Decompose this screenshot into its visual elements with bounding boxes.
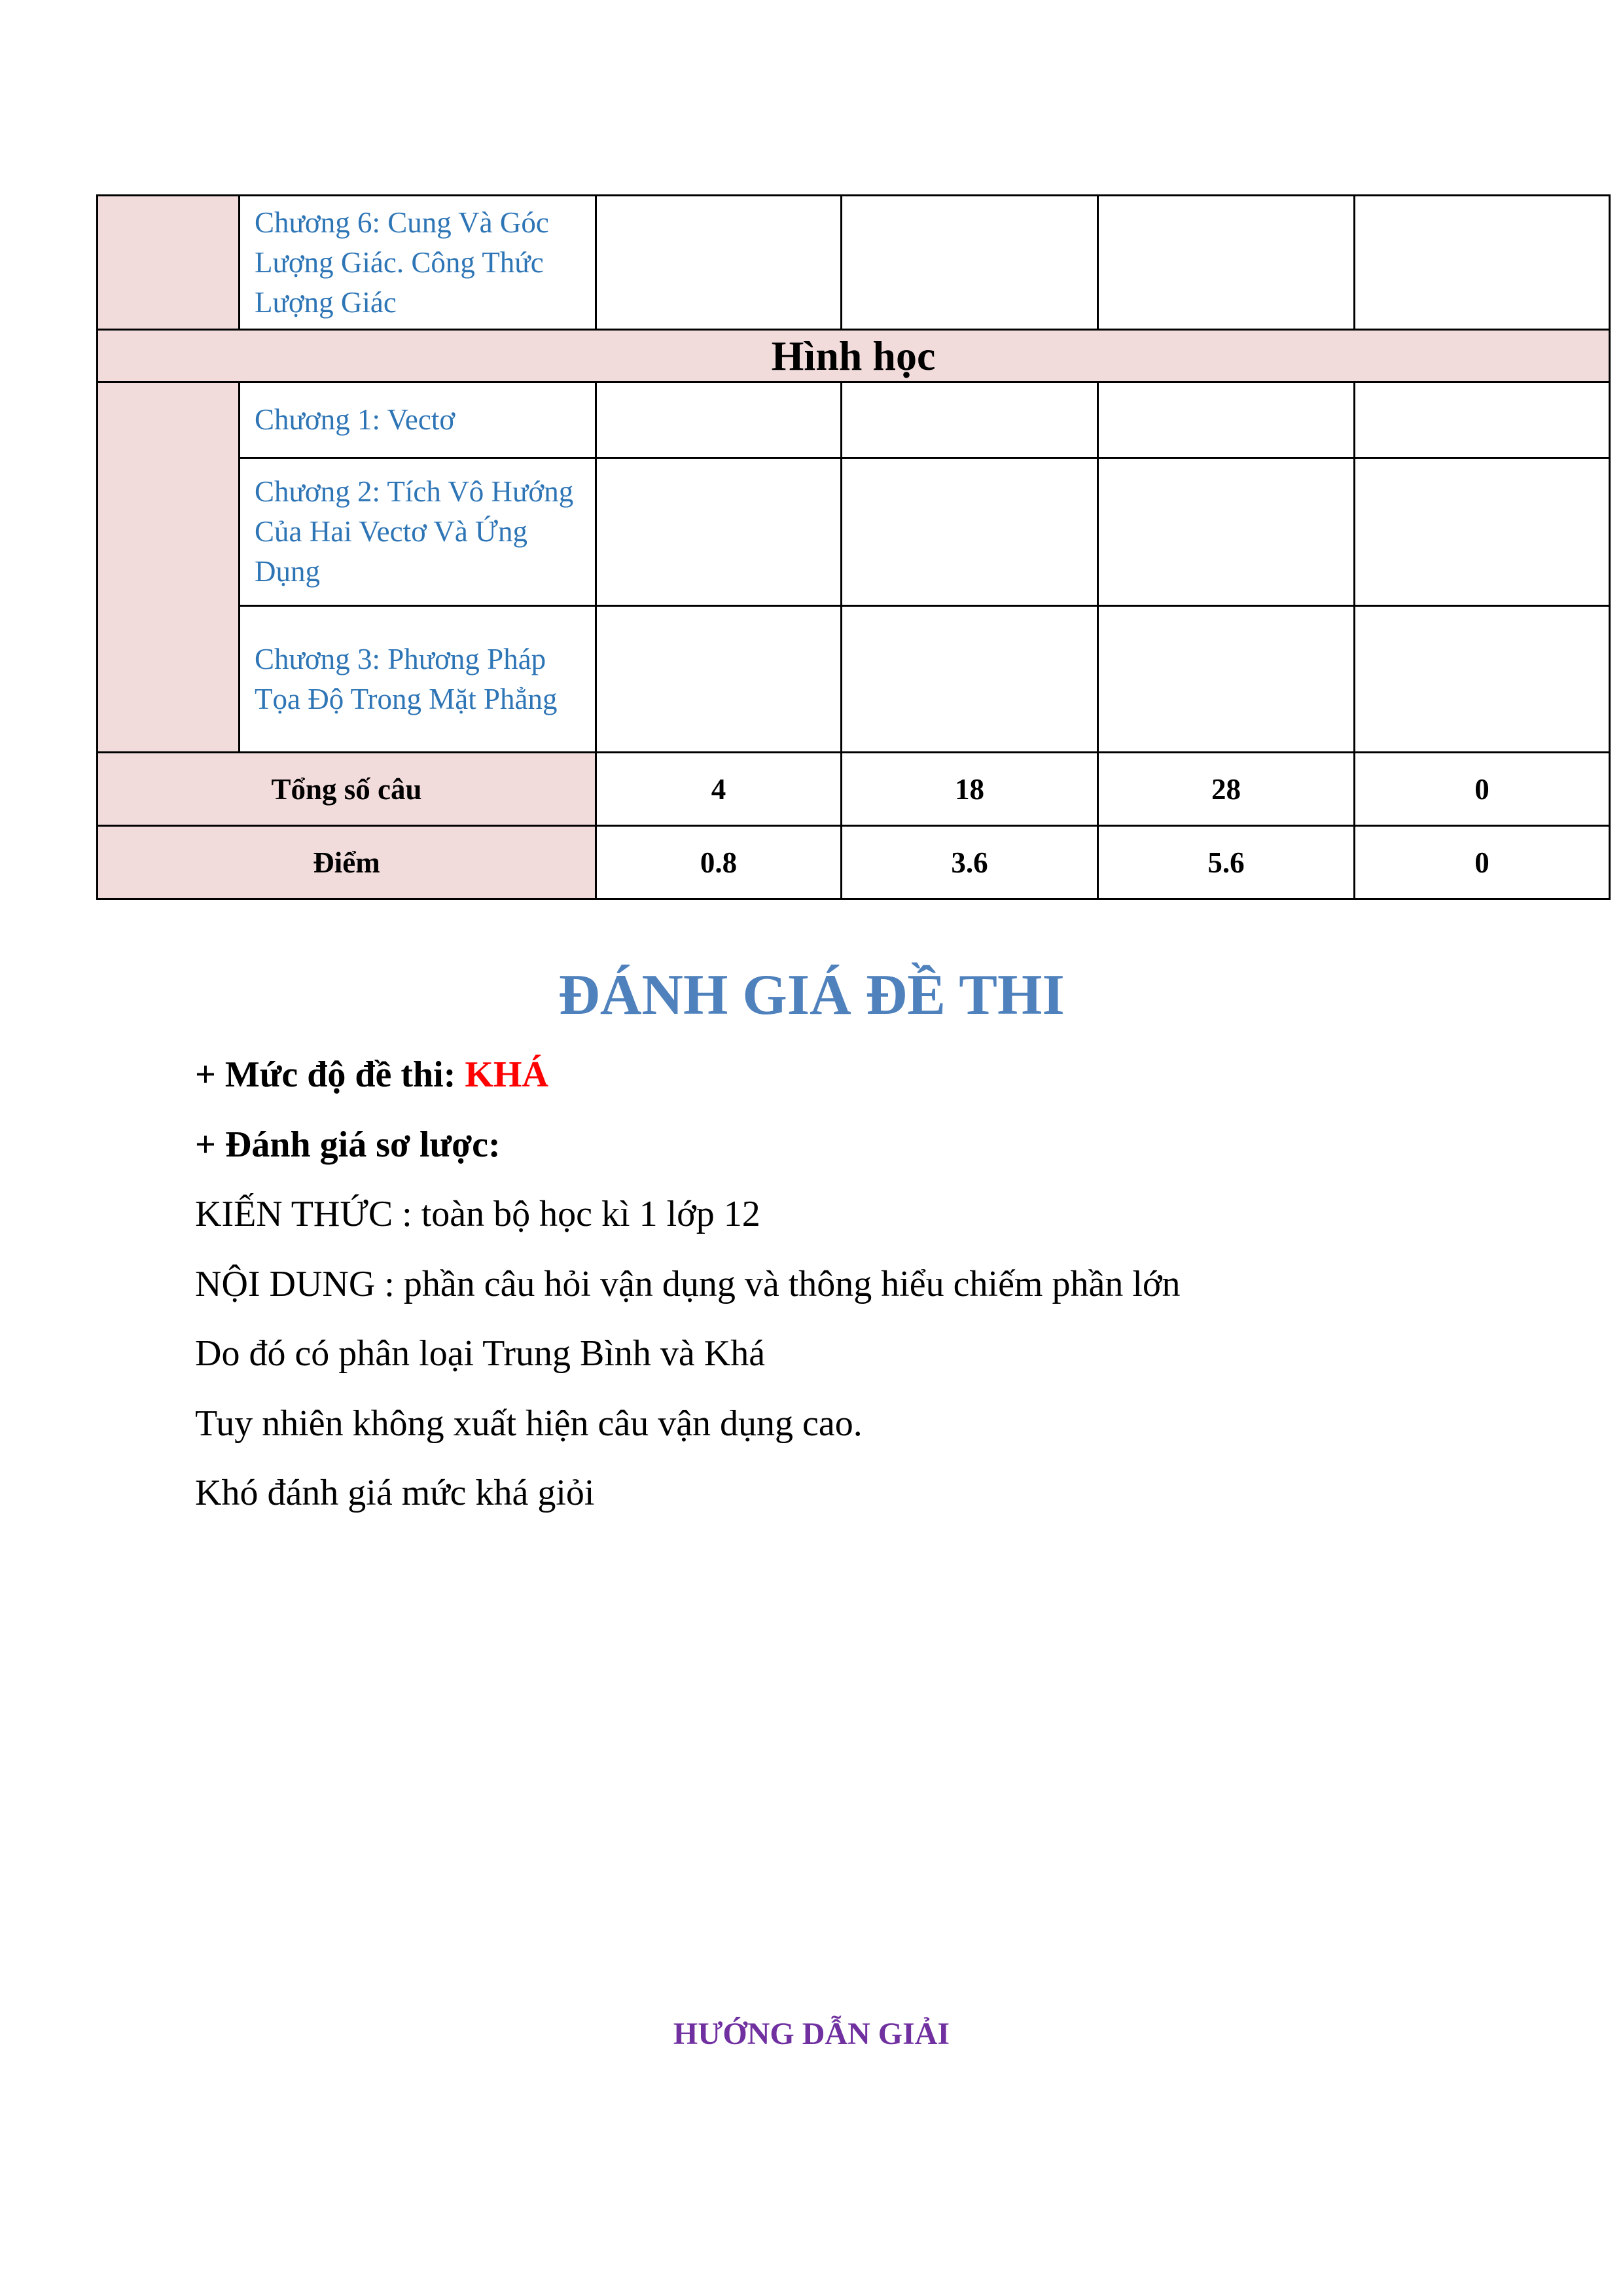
score-value: 0	[1355, 826, 1610, 899]
total-value: 4	[596, 753, 842, 826]
empty-cell	[1098, 382, 1355, 458]
empty-cell	[1098, 458, 1355, 606]
empty-cell	[596, 196, 842, 330]
total-questions-label: Tổng số câu	[98, 753, 596, 826]
table-row	[98, 753, 1610, 826]
table-row	[98, 458, 1610, 606]
empty-cell	[1355, 458, 1610, 606]
empty-cell	[596, 458, 842, 606]
empty-cell	[1355, 606, 1610, 753]
empty-cell	[1098, 196, 1355, 330]
total-value: 18	[842, 753, 1098, 826]
chapter-6-cell: Chương 6: Cung Và Góc Lượng Giác. Công Thức Lượng Giác	[240, 196, 596, 330]
empty-cell	[596, 606, 842, 753]
empty-cell	[842, 606, 1098, 753]
table-row	[98, 606, 1610, 753]
evaluation-line-hard-to-assess: Khó đánh giá mức khá giỏi	[195, 1473, 595, 1513]
geometry-chapter-3-cell: Chương 3: Phương Pháp Tọa Độ Trong Mặt Phẳng	[240, 606, 596, 753]
empty-cell	[842, 458, 1098, 606]
exam-matrix-table	[96, 194, 1611, 900]
solution-guide-heading: HƯỚNG DẪN GIẢI	[673, 2017, 950, 2051]
evaluation-line-classification: Do đó có phân loại Trung Bình và Khá	[195, 1333, 766, 1374]
empty-cell	[842, 382, 1098, 458]
geometry-chapter-2-cell: Chương 2: Tích Vô Hướng Của Hai Vectơ Và Ứng Dụng	[240, 458, 596, 606]
empty-cell	[1355, 382, 1610, 458]
score-value: 0.8	[596, 826, 842, 899]
score-value: 5.6	[1098, 826, 1355, 899]
summary-heading: + Đánh giá sơ lược:	[195, 1124, 501, 1165]
total-value: 0	[1355, 753, 1610, 826]
topic-cell	[98, 196, 240, 330]
exam-level-line	[195, 1054, 548, 1096]
table-row	[98, 826, 1610, 899]
evaluation-line-knowledge: KIẾN THỨC : toàn bộ học kì 1 lớp 12	[195, 1194, 760, 1234]
table-row	[98, 330, 1610, 382]
empty-cell	[842, 196, 1098, 330]
table-row	[98, 196, 1610, 330]
empty-cell	[1098, 606, 1355, 753]
total-value: 28	[1098, 753, 1355, 826]
score-label: Điểm	[98, 826, 596, 899]
evaluation-title: ĐÁNH GIÁ ĐỀ THI	[558, 963, 1065, 1027]
section-geometry-heading: Hình học	[98, 330, 1610, 382]
empty-cell	[596, 382, 842, 458]
topic-cell	[98, 382, 240, 753]
empty-cell	[1355, 196, 1610, 330]
score-value: 3.6	[842, 826, 1098, 899]
table-row	[98, 382, 1610, 458]
evaluation-line-no-advanced: Tuy nhiên không xuất hiện câu vận dụng cao.	[195, 1403, 863, 1444]
evaluation-line-content: NỘI DUNG : phần câu hỏi vận dụng và thông hiểu chiếm phần lớn	[195, 1264, 1181, 1304]
geometry-chapter-1-cell: Chương 1: Vectơ	[240, 382, 596, 458]
exam-level-label: + Mức độ đề thi:	[195, 1054, 465, 1095]
exam-level-value: KHÁ	[465, 1054, 548, 1095]
